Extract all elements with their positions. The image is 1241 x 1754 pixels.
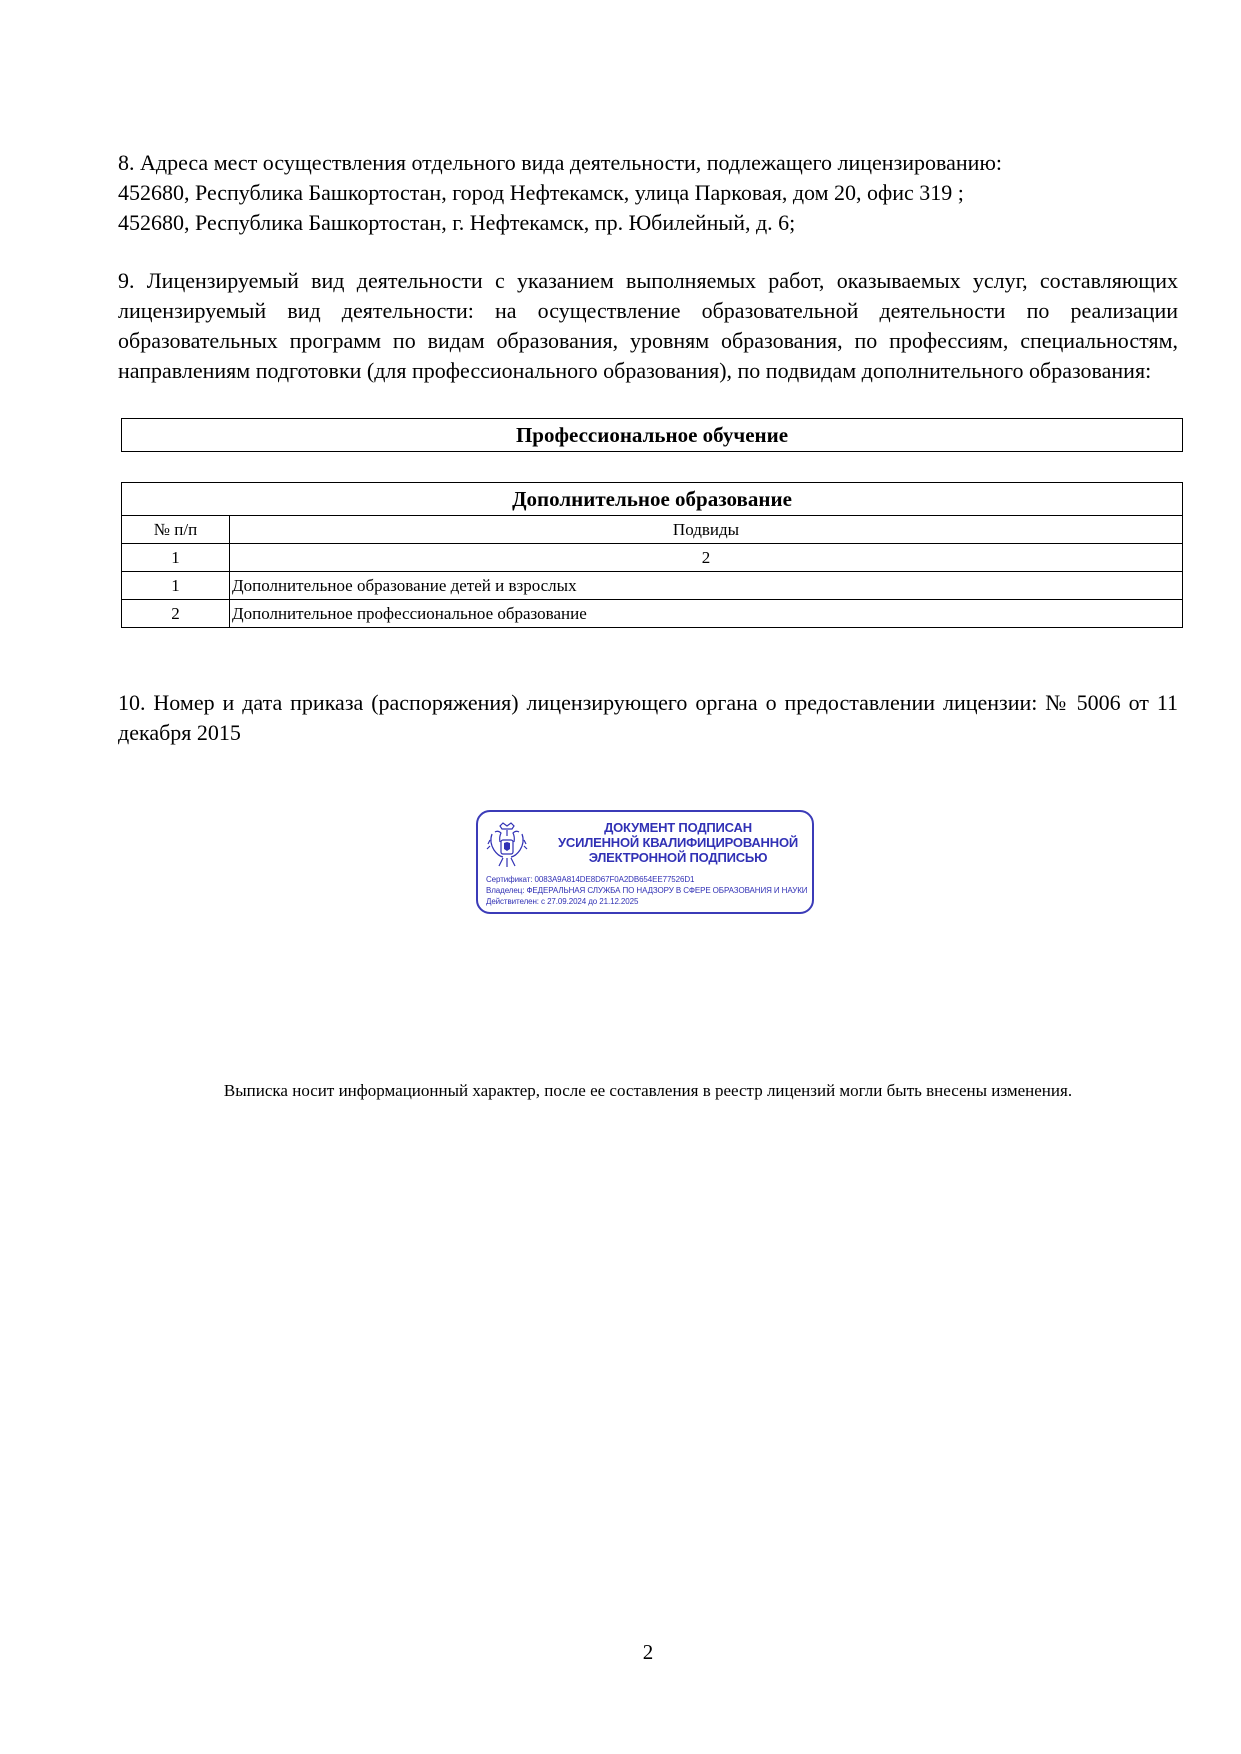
section-9-activity: 9. Лицензируемый вид деятельности с указанием выполняемых работ, оказываемых услуг, составляющих лицензируемый вид деятельности: на осуществление образовательной деятельности по реализации образовательных программ по видам образования, уровням образования, по профессиям, специальностям, направлениям подготовки (для профессионального образования), по подвидам дополнительного образования: [118,268,1178,383]
stamp-line-2: УСИЛЕННОЙ КВАЛИФИЦИРОВАННОЙ [558,835,798,850]
stamp-line-1: ДОКУМЕНТ ПОДПИСАН [604,820,752,835]
row-number: 1 [122,572,230,600]
coat-of-arms-icon [486,820,528,870]
stamp-details [486,874,810,907]
numbering-cell-2: 2 [230,544,1183,572]
row-subtype: Дополнительное образование детей и взрослых [230,572,1183,600]
stamp-validity: Действителен: с 27.09.2024 до 21.12.2025 [486,897,639,906]
electronic-signature-stamp [476,810,814,914]
column-header-number: № п/п [122,516,230,544]
table-row [122,572,1183,600]
section-8-heading: 8. Адреса мест осуществления отдельного вида деятельности, подлежащего лицензированию: [118,150,1002,175]
row-subtype: Дополнительное профессиональное образование [230,600,1183,628]
stamp-certificate: Сертификат: 0083A9A814DE8D67F0A2DB654EE77526D1 [486,875,695,884]
column-header-subtypes: Подвиды [230,516,1183,544]
professional-training-title: Профессиональное обучение [122,419,1183,452]
section-8-addresses [118,148,1178,238]
disclaimer-note: Выписка носит информационный характер, после ее составления в реестр лицензий могли быть внесены изменения. [223,1081,1073,1100]
table-numbering-row [122,544,1183,572]
address-line-2: 452680, Республика Башкортостан, г. Нефтекамск, пр. Юбилейный, д. 6; [118,210,796,235]
numbering-cell-1: 1 [122,544,230,572]
section-10-order: 10. Номер и дата приказа (распоряжения) лицензирующего органа о предоставлении лицензии: № 5006 от 11 декабря 2015 [118,690,1178,745]
additional-education-table [121,482,1183,628]
page-number: 2 [642,1640,654,1664]
stamp-owner: Владелец: ФЕДЕРАЛЬНАЯ СЛУЖБА ПО НАДЗОРУ В СФЕРЕ ОБРАЗОВАНИЯ И НАУКИ [486,886,808,895]
stamp-line-3: ЭЛЕКТРОННОЙ ПОДПИСЬЮ [588,850,768,865]
table-header-row [122,516,1183,544]
row-number: 2 [122,600,230,628]
additional-education-title: Дополнительное образование [122,483,1183,516]
table-row [122,600,1183,628]
professional-training-table [121,418,1183,452]
stamp-heading [548,820,808,865]
address-line-1: 452680, Республика Башкортостан, город Нефтекамск, улица Парковая, дом 20, офис 319 ; [118,180,964,205]
